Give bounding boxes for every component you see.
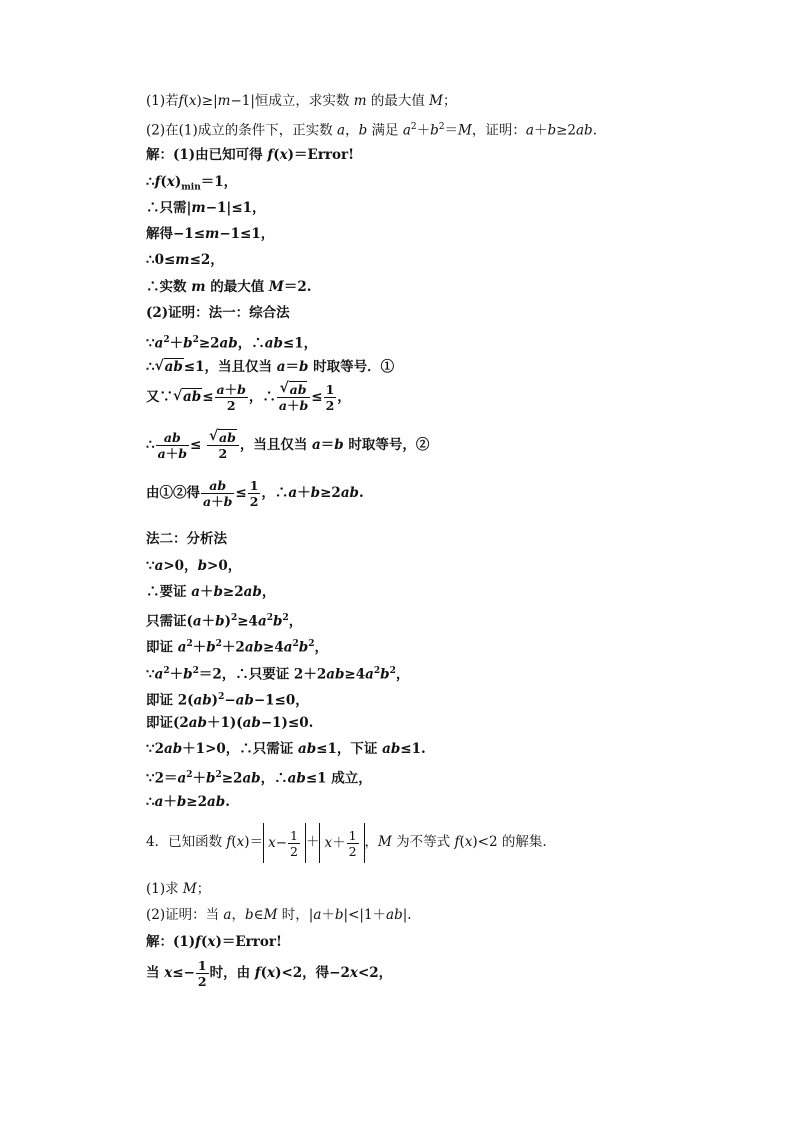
line-expand: 即证 $a^2+b^2+2ab\ge 4a^2b^2$， [146, 639, 328, 656]
line-sqrt-ab: ∴√ ab≤1，当且仅当 a＝b 时取等号．① [146, 358, 394, 376]
line-conclude1: 由①②得 $\frac{ab}{a+b}$ ≤ $\frac{1}{2}$ ，∴a＋b≥2ab. [146, 478, 364, 509]
line-range: ∴0≤m≤2， [146, 252, 224, 268]
line-fmin: $\therefore f(x)_{min}=1$， [146, 174, 238, 193]
line-ab-le-1: $\because a^2+b^2\ge 2ab$，∴ab≤1， [146, 335, 318, 352]
line-solve: 解得−1≤m−1≤1， [146, 226, 275, 242]
solution4-case1: 当 x≤− $\frac{1}{2}$ 时，由 f(x)<2，得−2x<2， [146, 958, 393, 989]
problem-part2: (2)在(1)成立的条件下，正实数 a，b 满足 $a^2+b^2=M$，证明：a＋b≥2ab. [146, 122, 597, 139]
line-max: ∴实数 m 的最大值 M＝2. [146, 279, 312, 295]
line-ineq2: ∴ $\frac{ab}{a+b}$ ≤ √ $\frac{ab}{2}$ ，当且仅当 a＝b 时取等号，② [146, 430, 429, 461]
method1-heading: (2)证明：法一：综合法 [146, 305, 290, 321]
problem4-part2: (2)证明：当 a，b∈M 时，|a＋b|<|1＋ab|. [146, 907, 412, 923]
line-factor: 即证(2ab＋1)(ab−1)≤0. [146, 715, 314, 731]
line-conclude2: ∴a＋b≥2ab. [146, 794, 230, 810]
problem4-part1: (1)求 M； [146, 881, 211, 897]
line-to-prove: ∴要证 a＋b≥2ab， [146, 584, 276, 600]
line-substitute: $\because a^2+b^2=2$，∴只要证 $2+2ab\ge 4a^2b^2$， [146, 666, 410, 683]
solution-start: 解：(1)由已知可得 f(x)＝Error! [146, 147, 355, 163]
method2-heading: 法二：分析法 [146, 531, 227, 547]
line-quadratic: 即证 2(ab)$^2$−ab−1≤0， [146, 692, 309, 709]
line-square: 只需证$(a+b)^2\ge 4a^2b^2$， [146, 613, 303, 630]
line-holds: $\because 2=a^2+b^2\ge 2ab$，∴ab≤1 成立， [146, 770, 372, 787]
solution4-start: 解：(1)f(x)＝Error! [146, 934, 282, 950]
line-sign: ∵2ab＋1>0，∴只需证 ab≤1，下证 ab≤1. [146, 741, 426, 757]
problem-part1: (1)若f(x)≥|m−1|恒成立，求实数 m 的最大值 M； [146, 93, 457, 109]
line-need: ∴只需|m−1|≤1， [146, 200, 266, 216]
line-positive: ∵a>0，b>0， [146, 558, 242, 574]
problem4-stem: 4．已知函数 f(x)＝ x− $\frac{1}{2}$ ＋ x＋ $\frac{1}{2}$ ，M 为不等式 f(x)<2 的解集. [146, 820, 547, 864]
line-am-gm: 又∵√ ab≤ $\frac{a+b}{2}$ ，∴ √ $\frac{ab}{a+b}$ ≤ $\frac{1}{2}$ ， [146, 382, 351, 413]
